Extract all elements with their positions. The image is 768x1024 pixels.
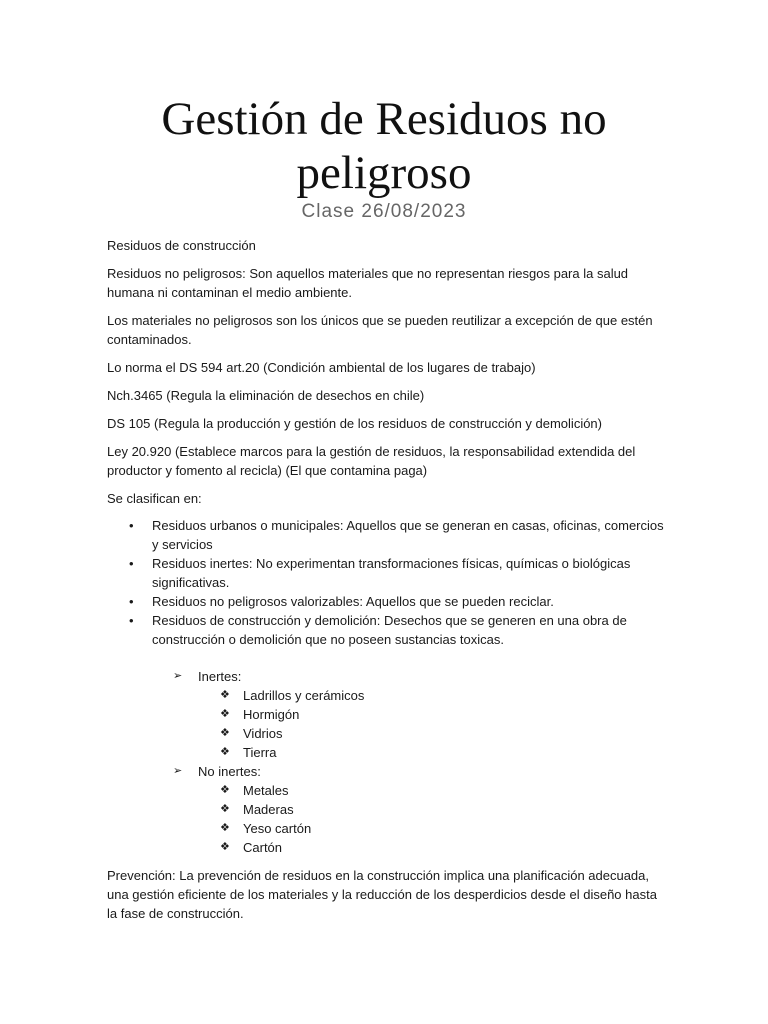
diamond-bullet-icon: ❖ <box>220 689 230 701</box>
paragraph-reuse: Los materiales no peligrosos son los únicos que se pueden reutilizar a excepción de que estén contaminados. <box>107 313 653 347</box>
diamond-bullet-icon: ❖ <box>220 822 230 834</box>
diamond-bullet-icon: ❖ <box>220 727 230 739</box>
document-body <box>107 236 667 932</box>
list-item: ❖ Ladrillos y cerámicos <box>220 688 365 703</box>
list-item: ❖ Maderas <box>220 802 294 817</box>
diamond-bullet-icon: ❖ <box>220 708 230 720</box>
list-item: ❖ Cartón <box>220 840 283 855</box>
bullet-icon: • <box>129 518 134 533</box>
list-item: • Residuos de construcción y demolición: Desechos que se generen en una obra de construcción o demolición que no poseen sustancias toxicas. <box>129 613 627 647</box>
arrow-bullet-icon: ➢ <box>173 670 183 682</box>
arrow-bullet-icon: ➢ <box>173 765 183 777</box>
group-inertes <box>107 667 667 762</box>
group-no-inertes <box>107 762 667 857</box>
bullet-icon: • <box>129 594 134 609</box>
paragraph-classify-intro: Se clasifican en: <box>107 491 202 506</box>
paragraph-definition: Residuos no peligrosos: Son aquellos materiales que no representan riesgos para la salud humana ni contaminan el medio ambiente. <box>107 266 629 300</box>
paragraph-ley20920: Ley 20.920 (Establece marcos para la gestión de residuos, la responsabilidad extendida del productor y fomento al recicla) (El que contamina paga) <box>107 444 636 478</box>
paragraph-heading: Residuos de construcción <box>107 238 256 253</box>
paragraph-prevention: Prevención: La prevención de residuos en la construcción implica una planificación adecuada, una gestión eficiente de los materiales y la reducción de los desperdicios desde el diseño hasta la fase de construcción. <box>107 868 657 921</box>
bullet-icon: • <box>129 556 134 571</box>
list-item: • Residuos inertes: No experimentan transformaciones físicas, químicas o biológicas significativas. <box>129 556 631 590</box>
bullet-icon: • <box>129 613 134 628</box>
paragraph-nch3465: Nch.3465 (Regula la eliminación de desechos en chile) <box>107 388 425 403</box>
group-label: Inertes: <box>198 669 242 684</box>
paragraph-ds105: DS 105 (Regula la producción y gestión de los residuos de construcción y demolición) <box>107 416 602 431</box>
list-item: ❖ Tierra <box>220 745 277 760</box>
diamond-bullet-icon: ❖ <box>220 784 230 796</box>
diamond-bullet-icon: ❖ <box>220 841 230 853</box>
diamond-bullet-icon: ❖ <box>220 803 230 815</box>
inertes-items <box>198 686 667 762</box>
paragraph-ds594: Lo norma el DS 594 art.20 (Condición ambiental de los lugares de trabajo) <box>107 360 536 375</box>
no-inertes-items <box>198 781 667 857</box>
list-item: ❖ Vidrios <box>220 726 283 741</box>
list-item: • Residuos no peligrosos valorizables: Aquellos que se pueden reciclar. <box>129 594 554 609</box>
list-item: • Residuos urbanos o municipales: Aquellos que se generan en casas, oficinas, comercios y servicios <box>129 518 664 552</box>
title-line-2: peligroso <box>296 147 472 199</box>
material-groups <box>107 667 667 857</box>
page-subtitle: Clase 26/08/2023 <box>301 201 467 222</box>
list-item: ❖ Yeso cartón <box>220 821 312 836</box>
classification-list <box>107 516 667 649</box>
group-label: No inertes: <box>198 764 261 779</box>
page-title <box>0 92 768 200</box>
list-item: ❖ Hormigón <box>220 707 300 722</box>
diamond-bullet-icon: ❖ <box>220 746 230 758</box>
title-line-1: Gestión de Residuos no <box>161 93 607 145</box>
list-item: ❖ Metales <box>220 783 289 798</box>
